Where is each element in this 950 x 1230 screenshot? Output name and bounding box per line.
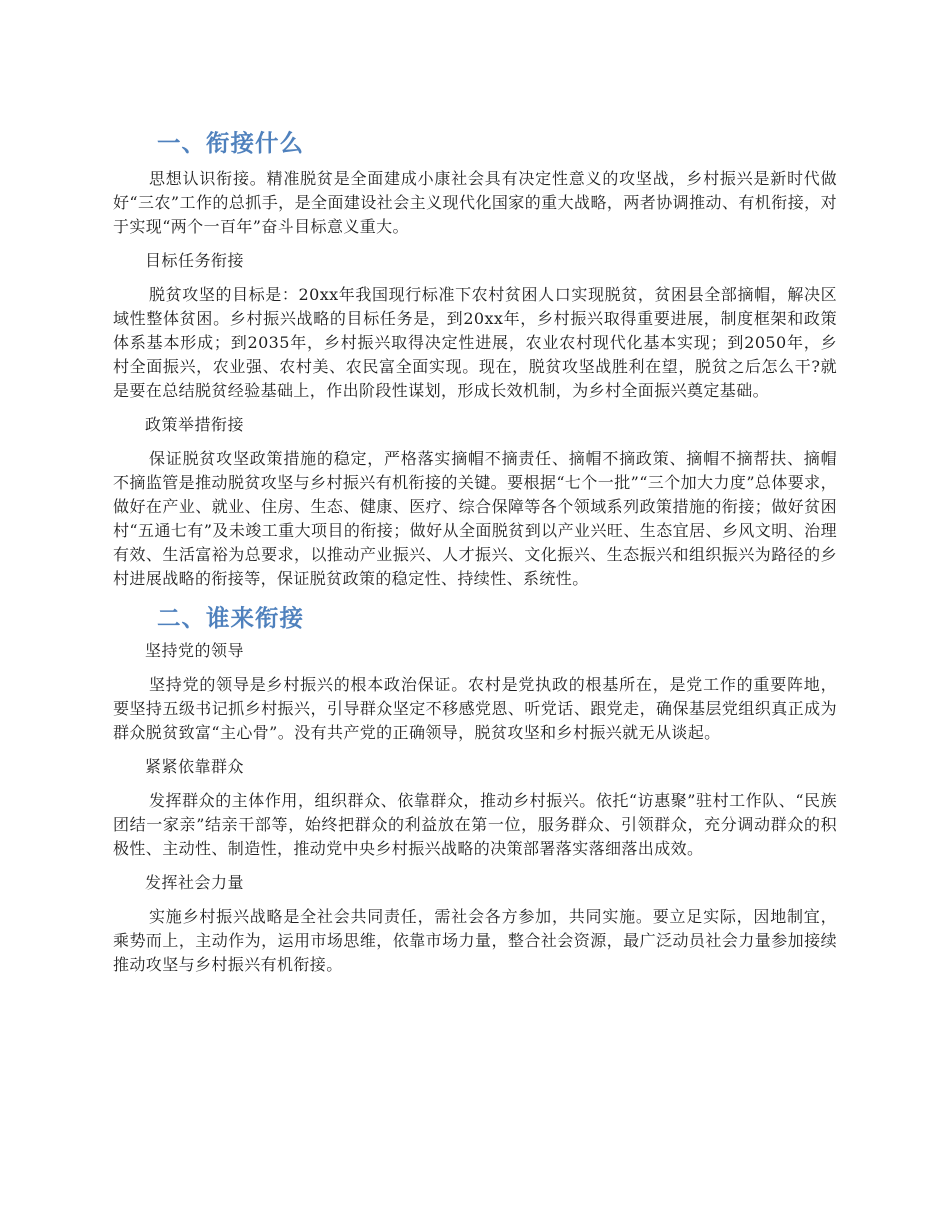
paragraph: 发挥群众的主体作用，组织群众、依靠群众，推动乡村振兴。依托“访惠聚”驻村工作队、“民族团结一家亲”结亲干部等，始终把群众的利益放在第一位，服务群众、引领群众，充分调动群众的积极性、主动性、制造性，推动党中央乡村振兴战略的决策部署落实落细落出成效。: [113, 791, 837, 858]
section-heading-what-to-connect: 一、衔接什么: [157, 129, 304, 157]
section-heading-who-connects: 二、谁来衔接: [157, 604, 304, 632]
subheading: 发挥社会力量: [145, 873, 245, 892]
subheading: 坚持党的领导: [145, 641, 245, 660]
subheading: 政策举措衔接: [145, 415, 245, 434]
paragraph: 思想认识衔接。精准脱贫是全面建成小康社会具有决定性意义的攻坚战，乡村振兴是新时代做好“三农”工作的总抓手，是全面建设社会主义现代化国家的重大战略，两者协调推动、有机衔接，对于实现“两个一百年”奋斗目标意义重大。: [113, 169, 837, 236]
subheading: 紧紧依靠群众: [145, 757, 245, 776]
paragraph: 脱贫攻坚的目标是：20xx年我国现行标准下农村贫困人口实现脱贫，贫困县全部摘帽，解决区域性整体贫困。乡村振兴战略的目标任务是，到20xx年，乡村振兴取得重要进展，制度框架和政策体系基本形成；到2035年，乡村振兴取得决定性进展，农业农村现代化基本实现；到2050年，乡村全面振兴，农业强、农村美、农民富全面实现。现在，脱贫攻坚战胜利在望，脱贫之后怎么干?就是要在总结脱贫经验基础上，作出阶段性谋划，形成长效机制，为乡村全面振兴奠定基础。: [113, 285, 837, 400]
paragraph: 保证脱贫攻坚政策措施的稳定，严格落实摘帽不摘责任、摘帽不摘政策、摘帽不摘帮扶、摘帽不摘监管是推动脱贫攻坚与乡村振兴有机衔接的关键。要根据“七个一批”“三个加大力度”总体要求，做好在产业、就业、住房、生态、健康、医疗、综合保障等各个领域系列政策措施的衔接；做好贫困村“五通七有”及未竣工重大项目的衔接；做好从全面脱贫到以产业兴旺、生态宜居、乡风文明、治理有效、生活富裕为总要求，以推动产业振兴、人才振兴、文化振兴、生态振兴和组织振兴为路径的乡村进展战略的衔接等，保证脱贫政策的稳定性、持续性、系统性。: [113, 449, 837, 588]
paragraph: 坚持党的领导是乡村振兴的根本政治保证。农村是党执政的根基所在，是党工作的重要阵地，要坚持五级书记抓乡村振兴，引导群众坚定不移感党恩、听党话、跟党走，确保基层党组织真正成为群众脱贫致富“主心骨”。没有共产党的正确领导，脱贫攻坚和乡村振兴就无从谈起。: [113, 675, 837, 742]
subheading: 目标任务衔接: [145, 251, 245, 270]
document-body: [113, 126, 837, 987]
paragraph: 实施乡村振兴战略是全社会共同责任，需社会各方参加，共同实施。要立足实际，因地制宜，乘势而上，主动作为，运用市场思维，依靠市场力量，整合社会资源，最广泛动员社会力量参加接续推动攻坚与乡村振兴有机衔接。: [113, 907, 837, 974]
